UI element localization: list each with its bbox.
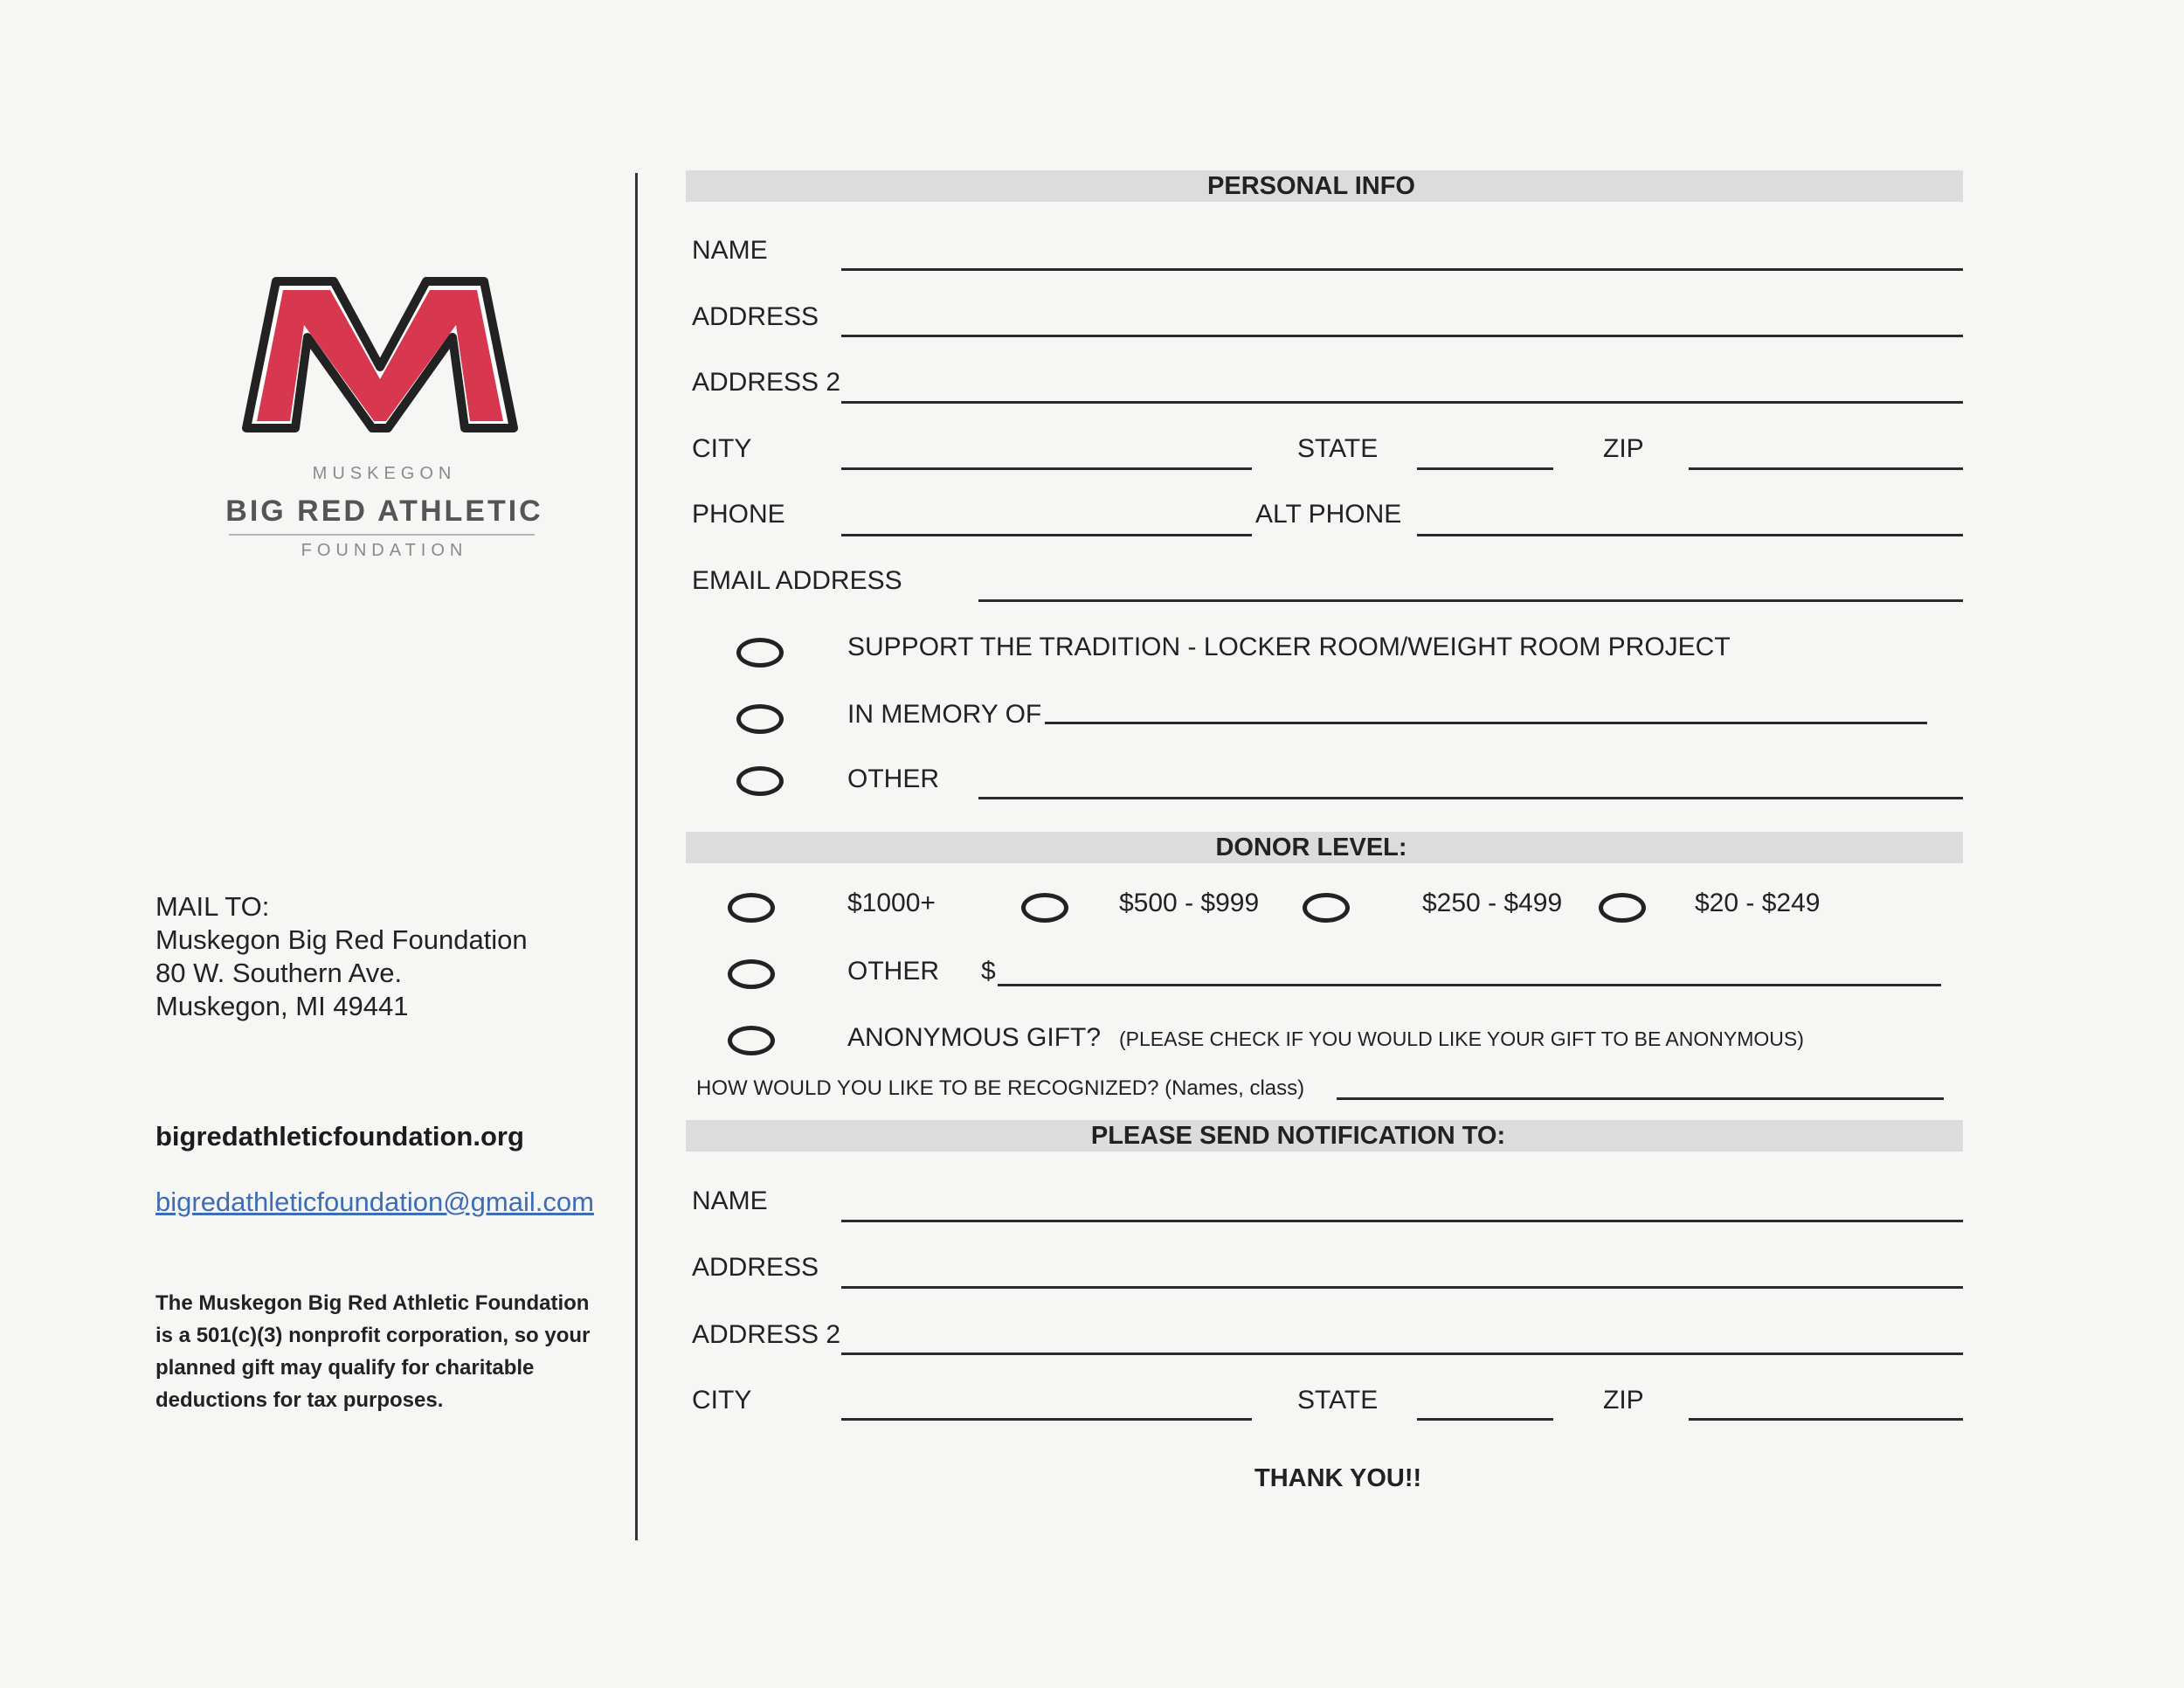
foundation-logo-icon bbox=[236, 262, 524, 446]
notify-address-field[interactable] bbox=[841, 1286, 1963, 1289]
notify-address2-field[interactable] bbox=[841, 1352, 1963, 1355]
memory-radio[interactable] bbox=[736, 704, 784, 734]
state-label: STATE bbox=[1297, 434, 1379, 463]
column-divider bbox=[635, 173, 638, 1540]
level-20-label: $20 - $249 bbox=[1695, 889, 1821, 917]
email-address-label: EMAIL ADDRESS bbox=[692, 566, 902, 595]
notify-city-label: CITY bbox=[692, 1386, 752, 1415]
notify-name-field[interactable] bbox=[841, 1220, 1963, 1222]
level-1000-radio[interactable] bbox=[728, 893, 775, 923]
address-label: ADDRESS bbox=[692, 302, 819, 331]
notification-header bbox=[686, 1120, 1963, 1152]
nonprofit-note-line: The Muskegon Big Red Athletic Foundation bbox=[156, 1291, 590, 1315]
level-250-radio[interactable] bbox=[1303, 893, 1350, 923]
address-field[interactable] bbox=[841, 335, 1963, 337]
alt-phone-field[interactable] bbox=[1417, 534, 1963, 536]
donor-level-title: DONOR LEVEL: bbox=[1215, 834, 1407, 861]
tradition-radio[interactable] bbox=[736, 638, 784, 668]
notify-address2-label: ADDRESS 2 bbox=[692, 1320, 841, 1349]
level-other-amount-field[interactable] bbox=[998, 984, 1941, 986]
name-field[interactable] bbox=[841, 268, 1963, 271]
notify-zip-field[interactable] bbox=[1689, 1418, 1963, 1421]
email-link[interactable]: bigredathleticfoundation@gmail.com bbox=[156, 1186, 594, 1217]
state-field[interactable] bbox=[1417, 467, 1553, 470]
anonymous-radio[interactable] bbox=[728, 1026, 775, 1055]
notify-state-label: STATE bbox=[1297, 1386, 1379, 1415]
zip-field[interactable] bbox=[1689, 467, 1963, 470]
recognition-field[interactable] bbox=[1337, 1097, 1944, 1100]
nonprofit-note-line: planned gift may qualify for charitable bbox=[156, 1356, 535, 1380]
level-500-radio[interactable] bbox=[1021, 893, 1068, 923]
level-other-label: OTHER bbox=[847, 957, 939, 986]
purpose-other-label: OTHER bbox=[847, 764, 939, 793]
brand-top-word: MUSKEGON bbox=[312, 464, 457, 483]
level-20-radio[interactable] bbox=[1599, 893, 1646, 923]
thank-you-text: THANK YOU!! bbox=[1254, 1464, 1422, 1492]
notify-city-field[interactable] bbox=[841, 1418, 1252, 1421]
notify-name-label: NAME bbox=[692, 1186, 768, 1215]
mail-city-line: Muskegon, MI 49441 bbox=[156, 991, 409, 1021]
logo-letter: M bbox=[380, 367, 381, 368]
memory-label: IN MEMORY OF bbox=[847, 700, 1042, 729]
phone-label: PHONE bbox=[692, 500, 785, 529]
mail-street: 80 W. Southern Ave. bbox=[156, 958, 403, 988]
name-label: NAME bbox=[692, 236, 768, 265]
purpose-other-field[interactable] bbox=[978, 797, 1963, 799]
mail-heading: MAIL TO: bbox=[156, 891, 270, 922]
city-label: CITY bbox=[692, 434, 752, 463]
notify-address-label: ADDRESS bbox=[692, 1253, 819, 1282]
brand-main-word: BIG RED ATHLETIC bbox=[225, 495, 543, 528]
nonprofit-note-line: deductions for tax purposes. bbox=[156, 1388, 444, 1412]
notification-title: PLEASE SEND NOTIFICATION TO: bbox=[1090, 1122, 1506, 1150]
address2-label: ADDRESS 2 bbox=[692, 368, 841, 397]
nonprofit-note-line: is a 501(c)(3) nonprofit corporation, so your bbox=[156, 1324, 591, 1347]
zip-label: ZIP bbox=[1603, 434, 1644, 463]
level-1000-label: $1000+ bbox=[847, 889, 936, 917]
purpose-other-radio[interactable] bbox=[736, 766, 784, 796]
alt-phone-label: ALT PHONE bbox=[1255, 500, 1402, 529]
website-text[interactable]: bigredathleticfoundation.org bbox=[156, 1121, 524, 1152]
phone-field[interactable] bbox=[841, 534, 1252, 536]
anonymous-note: (PLEASE CHECK IF YOU WOULD LIKE YOUR GIFT TO BE ANONYMOUS) bbox=[1119, 1027, 1804, 1050]
notify-state-field[interactable] bbox=[1417, 1418, 1553, 1421]
notify-zip-label: ZIP bbox=[1603, 1386, 1644, 1415]
brand-divider bbox=[229, 534, 535, 536]
city-field[interactable] bbox=[841, 467, 1252, 470]
level-250-label: $250 - $499 bbox=[1422, 889, 1563, 917]
level-other-radio[interactable] bbox=[728, 959, 775, 989]
mail-org: Muskegon Big Red Foundation bbox=[156, 924, 528, 955]
memory-field[interactable] bbox=[1045, 722, 1927, 724]
address2-field[interactable] bbox=[841, 401, 1963, 404]
brand-bottom-word: FOUNDATION bbox=[301, 541, 468, 560]
currency-sign: $ bbox=[981, 957, 996, 986]
recognition-label: HOW WOULD YOU LIKE TO BE RECOGNIZED? (Names, class) bbox=[696, 1076, 1305, 1100]
level-500-label: $500 - $999 bbox=[1119, 889, 1260, 917]
anonymous-label: ANONYMOUS GIFT? bbox=[847, 1023, 1102, 1052]
personal-info-title: PERSONAL INFO bbox=[1207, 172, 1415, 200]
personal-info-header bbox=[686, 170, 1963, 202]
tradition-label: SUPPORT THE TRADITION - LOCKER ROOM/WEIGHT ROOM PROJECT bbox=[847, 633, 1731, 661]
email-address-field[interactable] bbox=[978, 599, 1963, 602]
donor-level-header bbox=[686, 832, 1963, 863]
